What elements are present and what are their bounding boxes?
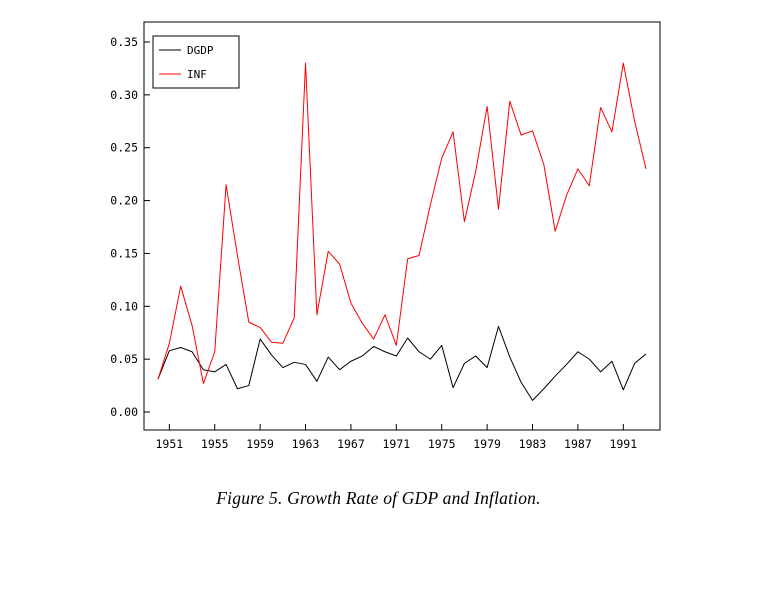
x-tick-label: 1959 (246, 437, 274, 451)
legend-label-inf: INF (187, 68, 207, 81)
chart-svg (86, 16, 670, 451)
x-tick-label: 1955 (200, 437, 229, 451)
figure-chart (86, 16, 670, 451)
x-tick-label: 1983 (518, 437, 547, 451)
figure-caption: Figure 5. Growth Rate of GDP and Inflation. (216, 488, 541, 508)
y-tick-label: 0.35 (110, 35, 138, 49)
x-tick-label: 1975 (427, 437, 456, 451)
x-tick-label: 1979 (473, 437, 501, 451)
x-tick-label: 1967 (337, 437, 365, 451)
x-tick-label: 1963 (291, 437, 320, 451)
y-tick-label: 0.05 (110, 352, 138, 367)
y-tick-label: 0.10 (110, 299, 138, 314)
x-tick-label: 1987 (564, 437, 592, 451)
x-tick-label: 1971 (382, 437, 411, 451)
y-tick-label: 0.00 (110, 405, 138, 419)
x-tick-label: 1991 (609, 437, 638, 451)
x-tick-label: 1951 (155, 437, 184, 451)
y-tick-label: 0.25 (110, 140, 138, 155)
y-tick-label: 0.20 (110, 193, 138, 208)
y-tick-label: 0.15 (110, 246, 138, 261)
legend-label-dgdp: DGDP (187, 44, 214, 57)
y-tick-label: 0.30 (110, 87, 138, 102)
chart-legend (153, 36, 239, 88)
